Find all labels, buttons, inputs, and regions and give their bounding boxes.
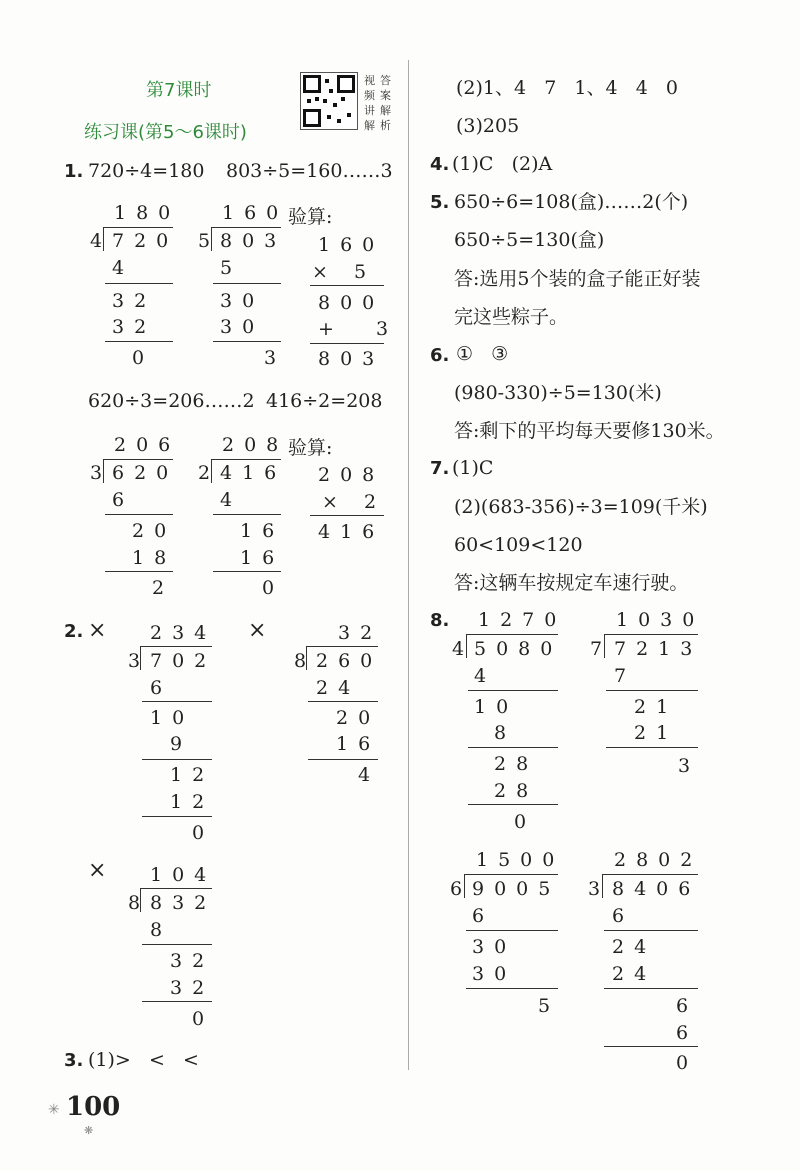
q4-answer: (1)C (2)A xyxy=(452,153,553,175)
q1-div1-line xyxy=(105,283,173,284)
q1-equation-2: 803÷5=160……3 xyxy=(226,160,393,182)
q8-div2-dividend: 7213 xyxy=(614,638,703,660)
q1-div1-quotient: 180 xyxy=(114,202,181,224)
q1-div3-row: 6 xyxy=(112,489,135,511)
q1-div3-quotient: 206 xyxy=(114,434,181,456)
q2-div1-dividend: 702 xyxy=(150,650,217,672)
q2-div2-row: 24 xyxy=(316,677,361,699)
q8-div2-row: 21 xyxy=(634,696,679,718)
q1-check2-label: 验算: xyxy=(288,437,333,459)
q1-div4-remainder: 0 xyxy=(262,577,285,599)
q2-div1-line xyxy=(142,759,212,760)
q1-div2-row: 30 xyxy=(220,290,265,312)
q2-div2-line xyxy=(308,701,378,702)
qr-code-icon[interactable] xyxy=(300,72,358,130)
q8-div1-dividend: 5080 xyxy=(474,638,563,660)
q8-div3-line xyxy=(466,930,558,931)
q6-line-3: 答:剩下的平均每天要修130米。 xyxy=(454,420,725,442)
q7-line-1: (1)C xyxy=(452,457,494,479)
q1-check1-row: 160 xyxy=(318,234,385,256)
q8-div2-line xyxy=(606,747,698,748)
q8-div1-line xyxy=(468,747,558,748)
q5-line-1: 650÷6=108(盒)……2(个) xyxy=(454,191,689,213)
q8-div1-quotient: 1270 xyxy=(478,609,567,631)
q2-div3-remainder: 0 xyxy=(192,1008,215,1030)
q8-div1-line xyxy=(468,690,558,691)
q7-label: 7. xyxy=(430,458,450,479)
q2-div3-dividend: 832 xyxy=(150,892,217,914)
q1-div1-divisor: 4 xyxy=(90,230,113,252)
q1-equation-3: 620÷3=206……2 xyxy=(88,390,255,412)
q1-div2-remainder: 3 xyxy=(264,347,287,369)
q8-div2-line xyxy=(606,690,698,691)
q1-div3-remainder: 2 xyxy=(152,577,175,599)
q3-part2: (2)1、4 7 1、4 4 0 xyxy=(456,77,679,99)
q1-check2-row: × 2 xyxy=(322,491,387,513)
q2-mark-1: × xyxy=(88,618,107,643)
q8-div1-row: 28 xyxy=(494,753,539,775)
q2-mark-3: × xyxy=(88,858,107,883)
q8-div4-divisor: 3 xyxy=(588,878,611,900)
q2-div1-bracket-top xyxy=(140,646,212,647)
q2-div1-line xyxy=(142,816,212,817)
q1-check2-row: 208 xyxy=(318,464,385,486)
q2-div2-line xyxy=(308,759,378,760)
qr-caption-7: 解 xyxy=(364,119,375,132)
q8-div4-row: 24 xyxy=(612,963,657,985)
q2-div2-bracket-top xyxy=(306,646,378,647)
q2-div3-bracket-top xyxy=(140,888,212,889)
q8-div4-row: 24 xyxy=(612,936,657,958)
q2-div1-row: 6 xyxy=(150,677,173,699)
q8-div4-row: 6 xyxy=(612,905,635,927)
q8-div2-bracket-top xyxy=(604,634,698,635)
q8-div4-row: 6 xyxy=(676,1022,699,1044)
q1-div4-row: 16 xyxy=(240,520,285,542)
q1-div4-row: 4 xyxy=(220,489,243,511)
q1-div1-row: 4 xyxy=(112,257,135,279)
q1-div2-row: 30 xyxy=(220,316,265,338)
q1-check1-line xyxy=(310,285,384,286)
q8-label: 8. xyxy=(430,610,450,631)
q8-div1-line xyxy=(468,804,558,805)
qr-caption-4: 案 xyxy=(380,89,391,102)
q2-div2-row: 20 xyxy=(336,707,381,729)
q8-div2-quotient: 1030 xyxy=(616,609,705,631)
q8-div1-row: 8 xyxy=(494,722,517,744)
q1-div2-quotient: 160 xyxy=(222,202,289,224)
q1-div1-row: 32 xyxy=(112,290,157,312)
q2-div1-row: 12 xyxy=(170,791,215,813)
q5-line-2: 650÷5=130(盒) xyxy=(454,229,605,251)
q8-div4-remainder: 0 xyxy=(676,1052,699,1074)
q8-div3-quotient: 1500 xyxy=(476,849,565,871)
qr-caption-3: 频 xyxy=(364,89,375,102)
q2-div2-dividend: 260 xyxy=(316,650,383,672)
q2-div3-line xyxy=(142,944,212,945)
q1-div4-dividend: 416 xyxy=(220,462,287,484)
q5-line-3: 答:选用5个装的盒子能正好装 xyxy=(454,268,701,290)
qr-caption-5: 讲 xyxy=(364,104,375,117)
qr-caption-6: 解 xyxy=(380,104,391,117)
q8-div1-row: 10 xyxy=(474,696,519,718)
q8-div3-dividend: 9005 xyxy=(472,878,561,900)
q1-equation-4: 416÷2=208 xyxy=(266,390,383,412)
q1-label: 1. xyxy=(64,161,84,182)
q1-equation-1: 720÷4=180 xyxy=(88,160,205,182)
q3-label: 3. xyxy=(64,1050,84,1071)
q1-check1-line xyxy=(310,343,384,344)
q8-div3-row: 30 xyxy=(472,963,517,985)
q8-div4-line xyxy=(604,988,698,989)
q8-div3-line xyxy=(466,988,558,989)
q1-check1-row: 800 xyxy=(318,292,385,314)
q8-div4-row: 6 xyxy=(676,995,699,1017)
q1-div2-line xyxy=(213,341,281,342)
q1-div4-row: 16 xyxy=(240,547,285,569)
q2-div2-remainder: 4 xyxy=(358,764,381,786)
q2-div2-divisor: 8 xyxy=(294,650,317,672)
q8-div4-bracket-top xyxy=(602,874,698,875)
q8-div4-dividend: 8406 xyxy=(612,878,701,900)
q2-div1-line xyxy=(142,701,212,702)
q8-div1-remainder: 0 xyxy=(514,811,537,833)
q1-div3-divisor: 3 xyxy=(90,462,113,484)
q2-div1-row: 10 xyxy=(150,707,195,729)
q7-line-4: 答:这辆车按规定车速行驶。 xyxy=(454,572,689,594)
qr-caption-2: 答 xyxy=(380,74,391,87)
practice-title: 练习课(第5～6课时) xyxy=(84,122,247,143)
q2-label: 2. xyxy=(64,621,84,642)
q1-div3-row: 20 xyxy=(132,520,177,542)
q8-div3-row: 30 xyxy=(472,936,517,958)
q1-check2-row: 416 xyxy=(318,521,385,543)
q8-div1-divisor: 4 xyxy=(452,638,475,660)
q8-div4-quotient: 2802 xyxy=(614,849,703,871)
q2-div3-divisor: 8 xyxy=(128,892,151,914)
q8-div1-row: 4 xyxy=(474,665,497,687)
q8-div2-remainder: 3 xyxy=(678,755,701,777)
q1-div1-remainder: 0 xyxy=(132,347,155,369)
q1-div2-divisor: 5 xyxy=(198,230,221,252)
q1-check2-line xyxy=(310,515,384,516)
q1-div4-line xyxy=(213,514,281,515)
column-divider xyxy=(408,60,409,1070)
q8-div3-bracket-top xyxy=(464,874,558,875)
q8-div3-divisor: 6 xyxy=(450,878,473,900)
q7-line-2: (2)(683-356)÷3=109(千米) xyxy=(454,496,708,518)
q8-div2-row: 7 xyxy=(614,665,637,687)
lesson-title: 第7课时 xyxy=(146,80,212,101)
q1-div2-line xyxy=(213,283,281,284)
q3-part3: (3)205 xyxy=(456,115,520,137)
q8-div4-line xyxy=(604,930,698,931)
q1-div3-line xyxy=(105,514,173,515)
q1-div1-dividend: 720 xyxy=(112,230,179,252)
q2-div1-row: 12 xyxy=(170,764,215,786)
q2-div1-divisor: 3 xyxy=(128,650,151,672)
q8-div4-line xyxy=(604,1046,698,1047)
q8-div2-row: 21 xyxy=(634,722,679,744)
q3-part1: (1)> < < xyxy=(88,1049,199,1071)
q5-label: 5. xyxy=(430,192,450,213)
q1-check1-row: + 3 xyxy=(318,318,399,340)
q6-label: 6. xyxy=(430,345,450,366)
q4-label: 4. xyxy=(430,154,450,175)
q8-div3-row: 6 xyxy=(472,905,495,927)
q1-div4-line xyxy=(213,571,281,572)
q8-div2-divisor: 7 xyxy=(590,638,613,660)
q1-div1-line xyxy=(105,341,173,342)
q2-div3-quotient: 104 xyxy=(150,864,217,886)
qr-caption-1: 视 xyxy=(364,74,375,87)
q1-div4-divisor: 2 xyxy=(198,462,221,484)
q2-div3-row: 32 xyxy=(170,950,215,972)
q2-div1-row: 9 xyxy=(170,733,193,755)
q2-div1-quotient: 234 xyxy=(150,622,217,644)
q2-div3-line xyxy=(142,1001,212,1002)
q6-line-2: (980-330)÷5=130(米) xyxy=(454,382,662,404)
q8-div1-bracket-top xyxy=(466,634,558,635)
page-number: 100 xyxy=(66,1092,121,1122)
q2-mark-2: × xyxy=(248,618,267,643)
q5-line-4: 完这些粽子。 xyxy=(454,306,569,328)
q1-div3-row: 18 xyxy=(132,547,177,569)
q1-check1-row: 803 xyxy=(318,348,385,370)
q1-check1-label: 验算: xyxy=(288,206,333,228)
q2-div2-row: 16 xyxy=(336,733,381,755)
q2-div1-remainder: 0 xyxy=(192,822,215,844)
q2-div2-quotient: 32 xyxy=(338,622,383,644)
q1-check1-row: × 5 xyxy=(312,261,377,283)
flower-icon: ❋ xyxy=(84,1124,94,1137)
q1-div3-line xyxy=(105,571,173,572)
q2-div3-row: 32 xyxy=(170,977,215,999)
q1-div2-dividend: 803 xyxy=(220,230,287,252)
q8-div1-row: 28 xyxy=(494,780,539,802)
qr-caption-8: 析 xyxy=(380,119,391,132)
q1-div2-row: 5 xyxy=(220,257,243,279)
q1-div3-dividend: 620 xyxy=(112,462,179,484)
q1-div1-row: 32 xyxy=(112,316,157,338)
q8-div3-remainder: 5 xyxy=(538,995,561,1017)
star-icon: ✳ xyxy=(48,1102,60,1118)
q6-line-1: ① ③ xyxy=(456,343,509,365)
q7-line-3: 60<109<120 xyxy=(454,534,583,556)
q1-div4-quotient: 208 xyxy=(222,434,289,456)
q2-div3-row: 8 xyxy=(150,919,173,941)
